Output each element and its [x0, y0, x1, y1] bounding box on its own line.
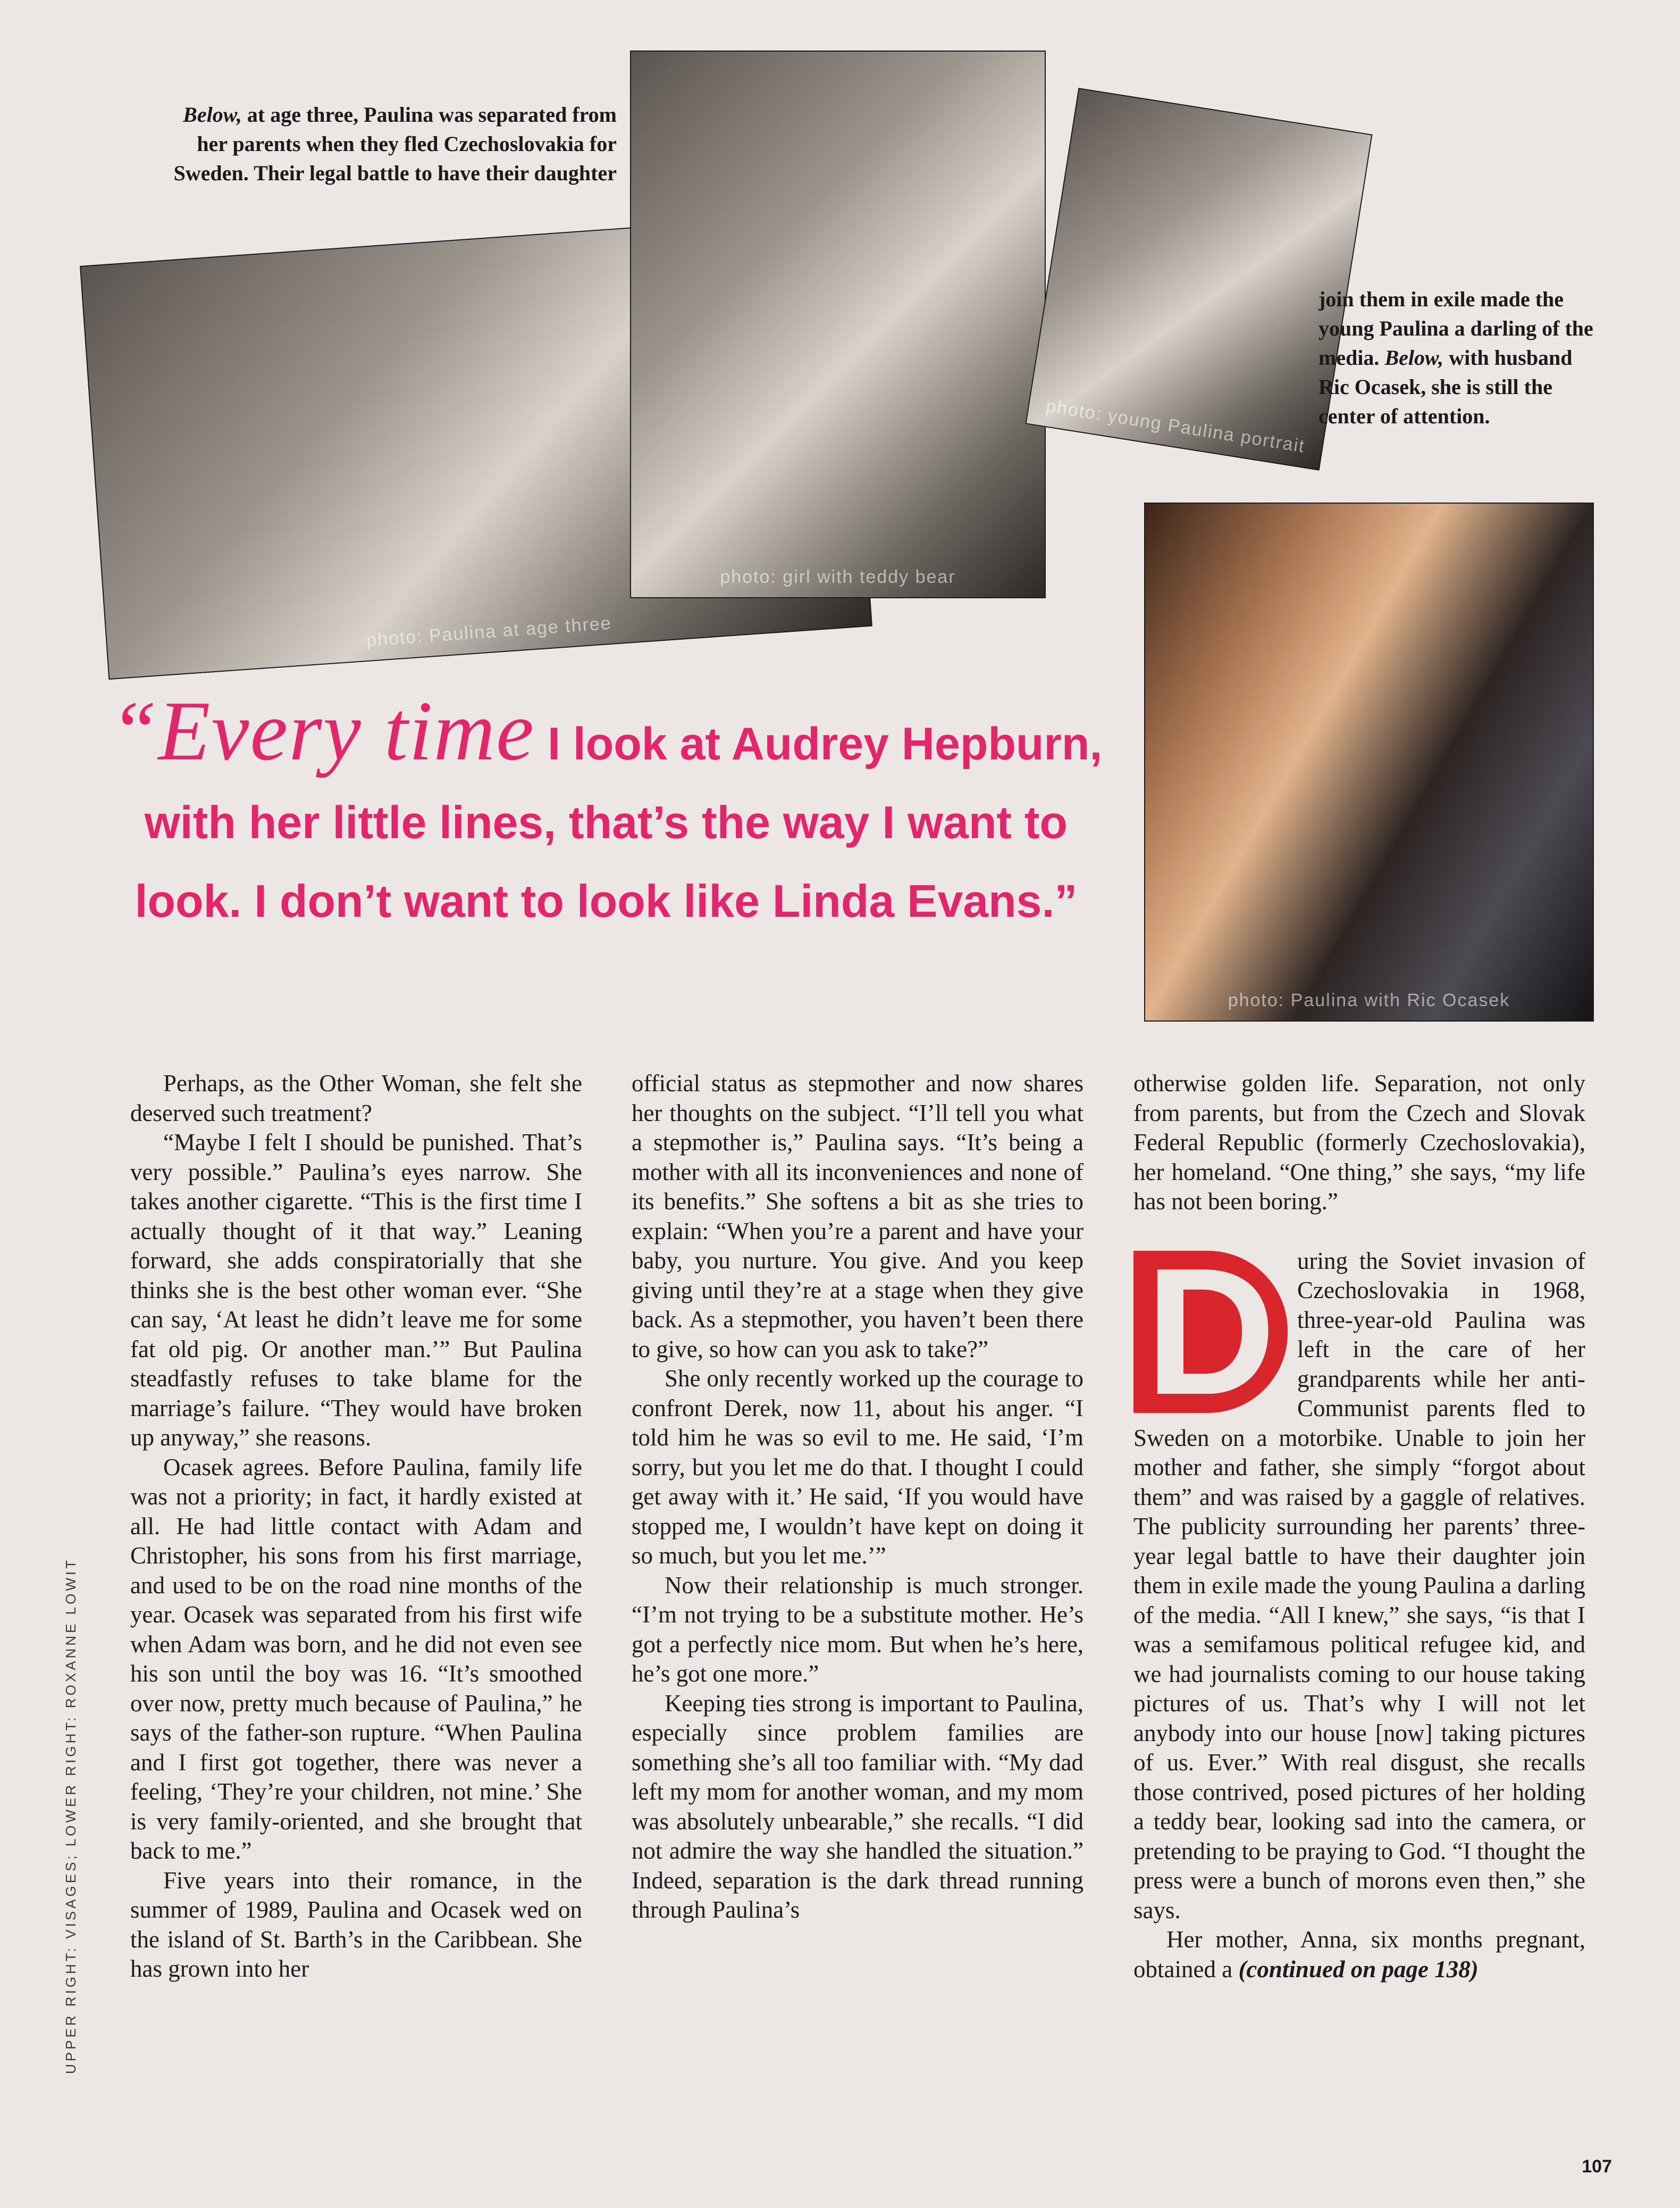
continued-note: (continued on page 138) — [1238, 1955, 1479, 1983]
photo-couple — [1144, 503, 1594, 1022]
paragraph: Perhaps, as the Other Woman, she felt she deserved such treatment? — [130, 1070, 582, 1126]
caption-lead: Below, — [183, 103, 242, 127]
pull-quote-script: “Every time — [110, 683, 535, 778]
photo-girl-with-book-label: photo: Paulina at age three — [365, 613, 612, 651]
photo-couple-label: photo: Paulina with Ric Ocasek — [1228, 990, 1510, 1010]
caption-right-text2: with husband Ric Ocasek, she is still the center of attention. — [1318, 346, 1573, 428]
paragraph — [1133, 1925, 1585, 1984]
article-column-3 — [1133, 1069, 1585, 1984]
photo-girl-with-teddy — [630, 51, 1046, 598]
paragraph-dropcap — [1133, 1230, 1585, 1926]
pull-quote-text: I look at Audrey Hepburn, with her little lines, that’s the way I want to look. I don’t want to look like Linda Evans.” — [135, 718, 1103, 927]
paragraph-text: uring the Soviet invasion of Czechoslovakia in 1968, three-year-old Paulina was left in the care of her grandparents while her anti-Communist parents fled to Sweden on a motorbike. Unable to join her mother and father, she simply “forgot about them” and was raised by a gaggle of relatives. The publicity surrounding her parents’ three-year legal battle to have their daughter join them in exile made the young Paulina a darling of the media. “All I knew,” she says, “is that I was a semifamous political refugee kid, and we had journalists coming to our house taking pictures of us. That’s why I will not let anybody into our house [now] taking pictures of us. Ever.” With real disgust, she recalls those contrived, posed pictures of her holding a teddy bear, looking sad into the camera, or pretending to be praying to God. “I thought the press were a bunch of morons even then,” she says. — [1133, 1247, 1585, 1923]
caption-top-left — [154, 100, 617, 188]
drop-cap: D — [1133, 1251, 1288, 1413]
caption-right-italic: Below, — [1384, 346, 1444, 370]
paragraph: She only recently worked up the courage to confront Derek, now 11, about his anger. “I told him he was so evil to me. He said, ‘I’m sorry, but you let me do that. I thought I could get away with it.’ He said, ‘If you would have stopped me, I wouldn’t have kept on doing it so much, but you let me.’” — [632, 1365, 1083, 1569]
article-column-1 — [130, 1069, 582, 1984]
paragraph: Five years into their romance, in the summer of 1989, Paulina and Ocasek wed on the island of St. Barth’s in the Caribbean. She has grown into her — [130, 1867, 582, 1982]
caption-right — [1318, 285, 1595, 431]
pull-quote — [106, 683, 1106, 941]
photo-girl-with-teddy-label: photo: girl with teddy bear — [720, 567, 956, 587]
paragraph: official status as stepmother and now shares her thoughts on the subject. “I’ll tell you what a stepmother is,” Paulina says. “It’s being a mother with all its inconveniences and none of its benefits.” She softens a bit as she tries to explain: “When you’re a parent and have your baby, you nurture. You give. And you keep giving until they’re at a stage when they give back. As a stepmother, you haven’t been there to give, so how can you ask to take?” — [632, 1070, 1083, 1362]
caption-right-text1: join them in exile made the young Paulina a darling of the media. — [1318, 287, 1593, 370]
paragraph: Keeping ties strong is important to Paulina, especially since problem families are something she’s all too familiar with. “My dad left my mom for another woman, and my mom was absolutely unbearable,” she recalls. “I did not admire the way she handled the situation.” Indeed, separation is the dark thread running through Paulina’s — [632, 1690, 1083, 1923]
article-column-2 — [632, 1069, 1083, 1925]
paragraph-text: Her mother, Anna, six months pregnant, obtained a — [1133, 1926, 1585, 1983]
paragraph: Now their relationship is much stronger. “I’m not trying to be a substitute mother. He’s got a perfectly nice mom. But when he’s here, he’s got one more.” — [632, 1571, 1083, 1687]
paragraph: Ocasek agrees. Before Paulina, family life was not a priority; in fact, it hardly existed at all. He had little contact with Adam and Christopher, his sons from his first marriage, and used to be on the road nine months of the year. Ocasek was separated from his first wife when Adam was born, and he did not even see his son until the boy was 16. “It’s smoothed over now, pretty much because of Paulina,” he says of the father-son rupture. “When Paulina and I first got together, there was never a feeling, ‘They’re your children, not mine.’ She is very family-oriented, and she brought that back to me.” — [130, 1453, 582, 1864]
paragraph: “Maybe I felt I should be punished. That’s very possible.” Paulina’s eyes narrow. She takes another cigarette. “This is the first time I actually thought of it that way.” Leaning forward, she adds conspiratorially that she thinks she is the best other woman ever. “She can say, ‘At least he didn’t leave me for some fat old pig. Or another man.’” But Paulina steadfastly refuses to take blame for the marriage’s failure. “They would have broken up anyway,” she reasons. — [130, 1129, 582, 1451]
photo-credit: UPPER RIGHT: VISAGES; LOWER RIGHT: ROXANNE LOWIT — [63, 1558, 79, 2074]
photo-girl-portrait-label: photo: young Paulina portrait — [1044, 396, 1307, 457]
paragraph: otherwise golden life. Separation, not only from parents, but from the Czech and Slovak Federal Republic (formerly Czechoslovakia), her homeland. “One thing,” she says, “my life has not been boring.” — [1133, 1070, 1585, 1215]
caption-text: at age three, Paulina was separated from her parents when they fled Czechoslovakia for Sweden. Their legal battle to have their daughter — [173, 103, 617, 185]
page-number: 107 — [1582, 2156, 1612, 2177]
